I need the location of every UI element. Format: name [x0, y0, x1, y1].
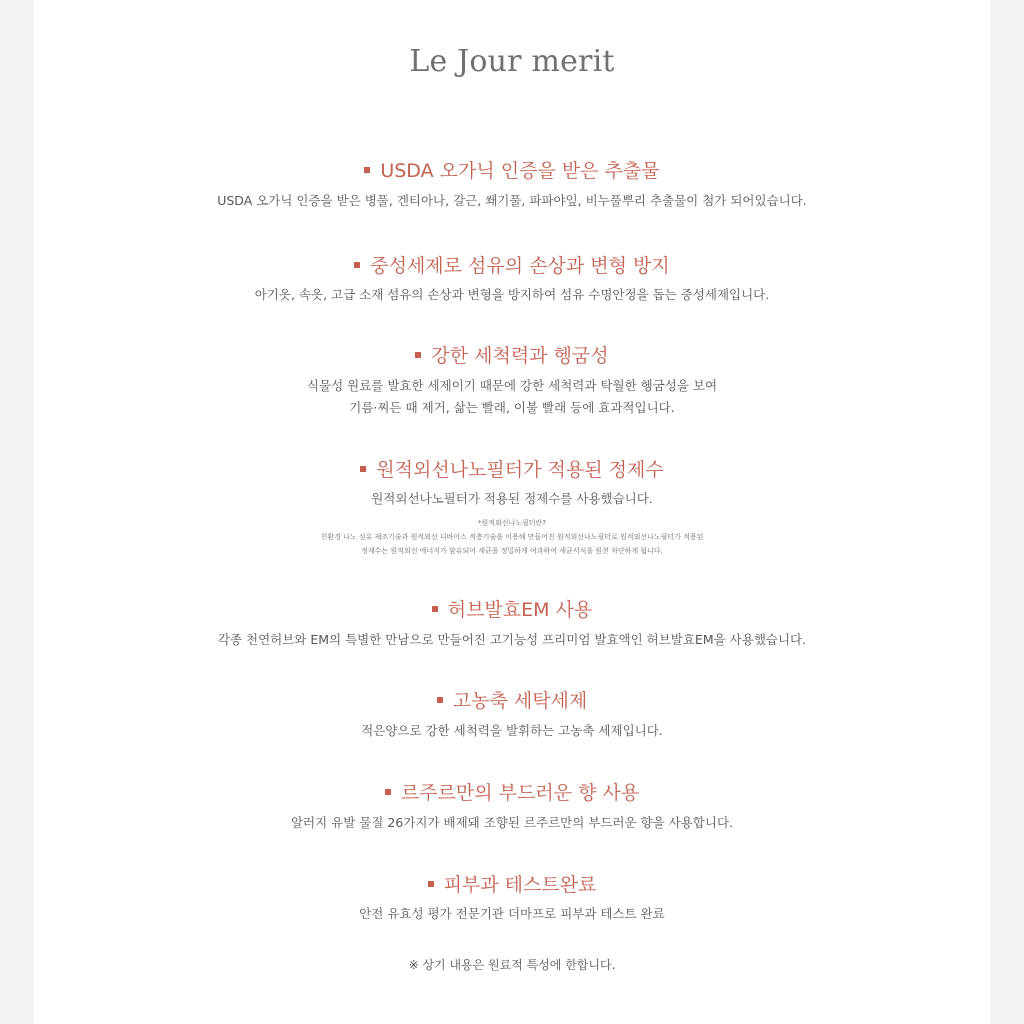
- bullet-icon: [364, 167, 370, 173]
- section-desc-cleaning-power-1: 식물성 원료를 발효한 세제이기 때문에 강한 세척력과 탁월한 헹굼성을 보여: [306, 378, 718, 393]
- footnote: ※ 상기 내용은 원료적 특성에 한합니다.: [408, 958, 616, 972]
- bullet-icon: [385, 789, 391, 795]
- page-title: Le Jour merit: [409, 44, 615, 79]
- section-desc-fragrance: 알러지 유발 물질 26가지가 배제돼 조향된 르주르만의 부드러운 향을 사용합니다.: [290, 815, 734, 830]
- section-heading-dermatology-test: 피부과 테스트완료: [34, 870, 990, 897]
- section-desc-concentrated: 적은양으로 강한 세척력을 발휘하는 고농축 세제입니다.: [361, 723, 663, 738]
- bullet-icon: [354, 262, 360, 268]
- merit-page: [34, 0, 990, 1024]
- section-heading-usda: USDA 오가닉 인증을 받은 추출물: [34, 156, 990, 183]
- nano-filter-note-2: 친환경 나노 섬유 제조기술과 원적외선 디바이스 적층기술을 이용해 만들어진 원적외선나노필터로 원적외선나노필터가 적용된: [320, 533, 704, 541]
- nano-filter-note-1: *원적외선나노필터란?: [477, 519, 547, 527]
- bullet-icon: [428, 881, 434, 887]
- bullet-icon: [437, 697, 443, 703]
- section-heading-fragrance: 르주르만의 부드러운 향 사용: [34, 778, 990, 805]
- bullet-icon: [432, 606, 438, 612]
- section-heading-cleaning-power: 강한 세척력과 헹굼성: [34, 341, 990, 368]
- section-desc-usda: USDA 오가닉 인증을 받은 병풀, 겐티아나, 갈근, 쐐기풀, 파파야잎, 비누풀뿌리 추출물이 첨가 되어있습니다.: [217, 193, 807, 208]
- section-heading-herb-em: 허브발효EM 사용: [34, 595, 990, 622]
- nano-filter-note-3: 정제수는 원적외선 에너지가 함유되어 세균을 정밀하게 여과하여 세균서식을 원천 차단하게 됩니다.: [361, 547, 663, 555]
- section-desc-dermatology-test: 안전 유효성 평가 전문기관 더마프로 피부과 테스트 완료: [359, 906, 665, 921]
- bullet-icon: [360, 466, 366, 472]
- section-heading-nano-filter: 원적외선나노필터가 적용된 정제수: [34, 455, 990, 482]
- section-desc-nano-filter: 원적외선나노필터가 적용된 정제수를 사용했습니다.: [371, 491, 653, 506]
- section-desc-cleaning-power-2: 기름·찌든 때 제거, 삶는 빨래, 이불 빨래 등에 효과적입니다.: [349, 400, 675, 415]
- section-heading-concentrated: 고농축 세탁세제: [34, 686, 990, 713]
- section-desc-neutral-detergent: 아기옷, 속옷, 고급 소재 섬유의 손상과 변형을 방지하여 섬유 수명안정을 돕는 중성세제입니다.: [254, 287, 770, 302]
- section-desc-herb-em: 각종 천연허브와 EM의 특별한 만남으로 만들어진 고기능성 프리미엄 발효액인 허브발효EM을 사용했습니다.: [217, 632, 807, 647]
- bullet-icon: [415, 352, 421, 358]
- section-heading-neutral-detergent: 중성세제로 섬유의 손상과 변형 방지: [34, 251, 990, 278]
